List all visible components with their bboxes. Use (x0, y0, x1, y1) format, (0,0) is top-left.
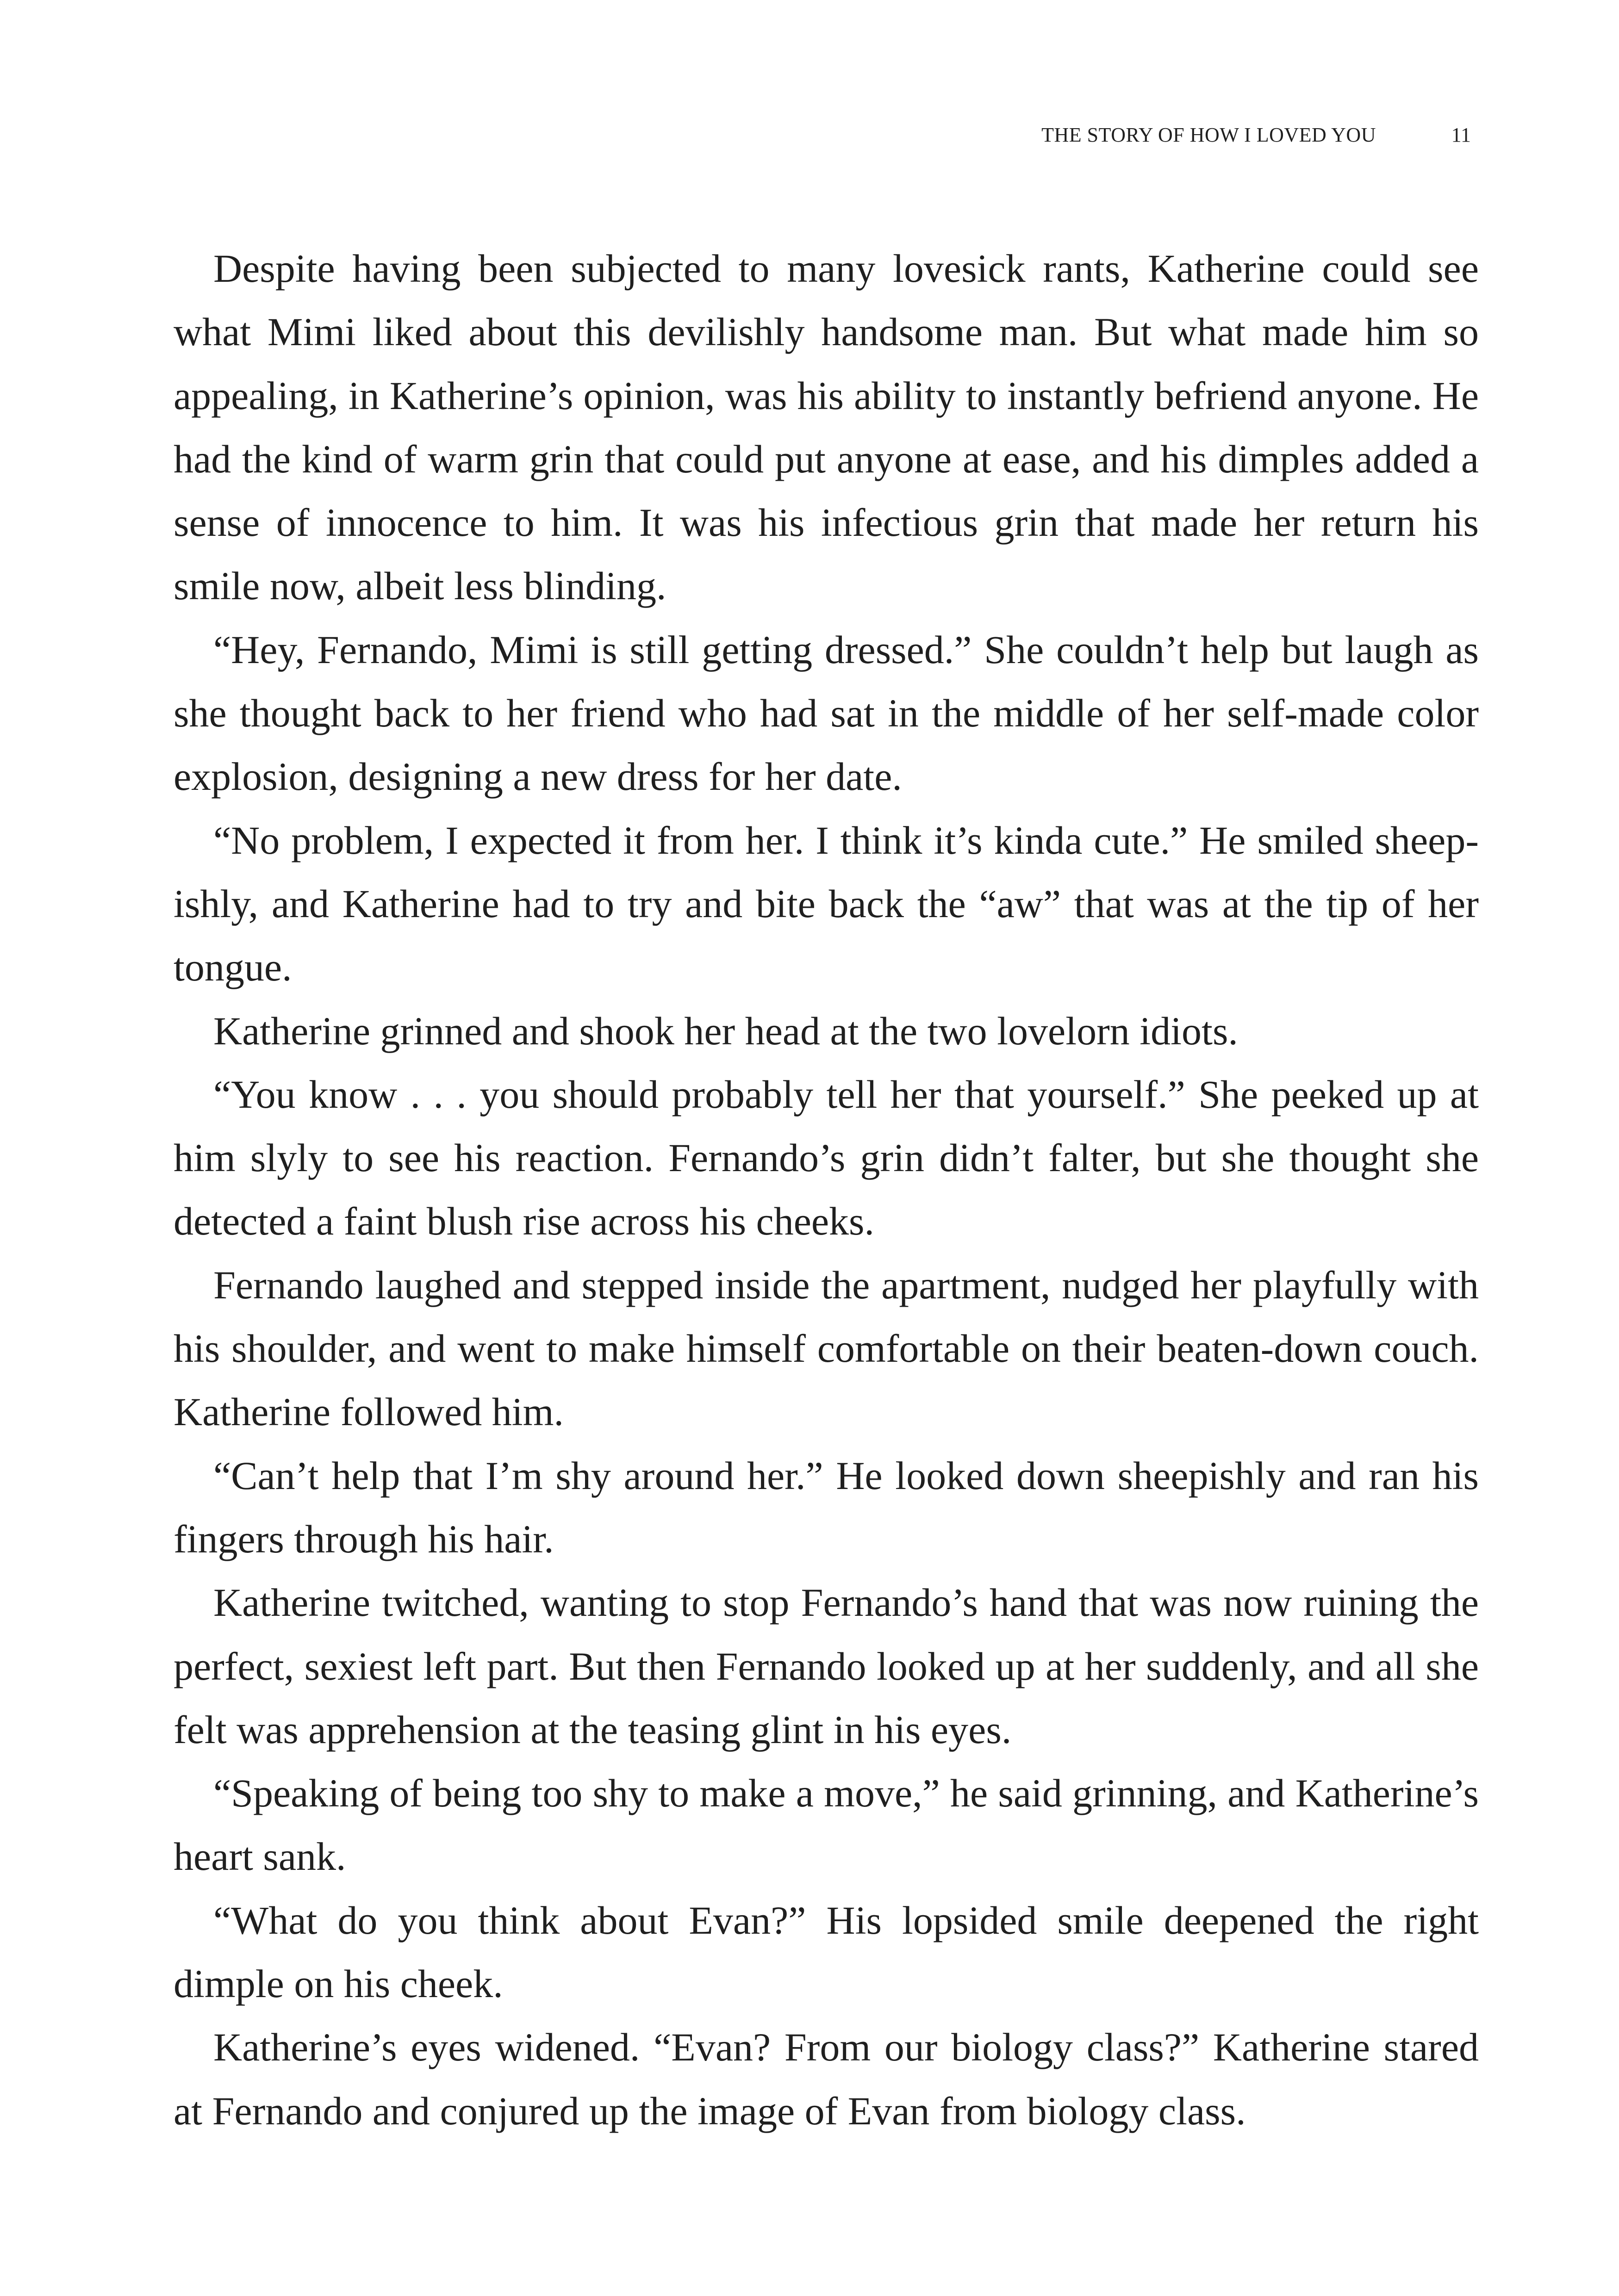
paragraph: Katherine twitched, wanting to stop Fernando’s hand that was now ruining the perfect, sexiest left part. But then Fernando looked up at her suddenly, and all she felt was apprehension at the teasing glint in his eyes. (174, 1580, 1479, 1752)
paragraph: “What do you think about Evan?” His lopsided smile deepened the right dimple on his cheek. (174, 1898, 1479, 2006)
running-head (0, 121, 1619, 149)
page-number: 11 (1451, 124, 1471, 146)
paragraph: Fernando laughed and stepped inside the apartment, nudged her playfully with his shoulder, and went to make himself comfortable on their beaten-down couch. Katherine followed him. (174, 1262, 1479, 1434)
running-head-title: THE STORY OF HOW I LOVED YOU (1041, 124, 1376, 146)
paragraph: Katherine’s eyes widened. “Evan? From our biology class?” Katherine stared at Fernando and conjured up the image of Evan from biology class. (174, 2025, 1479, 2133)
paragraph: Despite having been subjected to many lovesick rants, Katherine could see what Mimi liked about this devilishly handsome man. But what made him so appealing, in Katherine’s opinion, was his ability to instantly befriend anyone. He had the kind of warm grin that could put anyone at ease, and his dimples added a sense of innocence to him. It was his infectious grin that made her return his smile now, albeit less blinding. (174, 246, 1479, 608)
paragraph: “Hey, Fernando, Mimi is still getting dressed.” She couldn’t help but laugh as she thought back to her friend who had sat in the middle of her self-made color explosion, designing a new dress for her date. (174, 627, 1479, 799)
paragraph: Katherine grinned and shook her head at the two lovelorn idiots. (213, 1008, 1238, 1053)
paragraph: “Speaking of being too shy to make a move,” he said grinning, and Katherine’s heart sank. (174, 1771, 1479, 1879)
paragraph: “You know . . . you should probably tell her that yourself.” She peeked up at him slyly to see his reaction. Fernando’s grin didn’t falter, but she thought she detected a faint blush rise across his cheeks. (174, 1072, 1479, 1244)
paragraph: “Can’t help that I’m shy around her.” He looked down sheepishly and ran his fingers through his hair. (174, 1453, 1479, 1561)
body-text (174, 237, 1479, 2143)
paragraph: “No problem, I expected it from her. I think it’s kinda cute.” He smiled sheepishly, and Katherine had to try and bite back the “aw” that was at the tip of her tongue. (174, 818, 1479, 990)
